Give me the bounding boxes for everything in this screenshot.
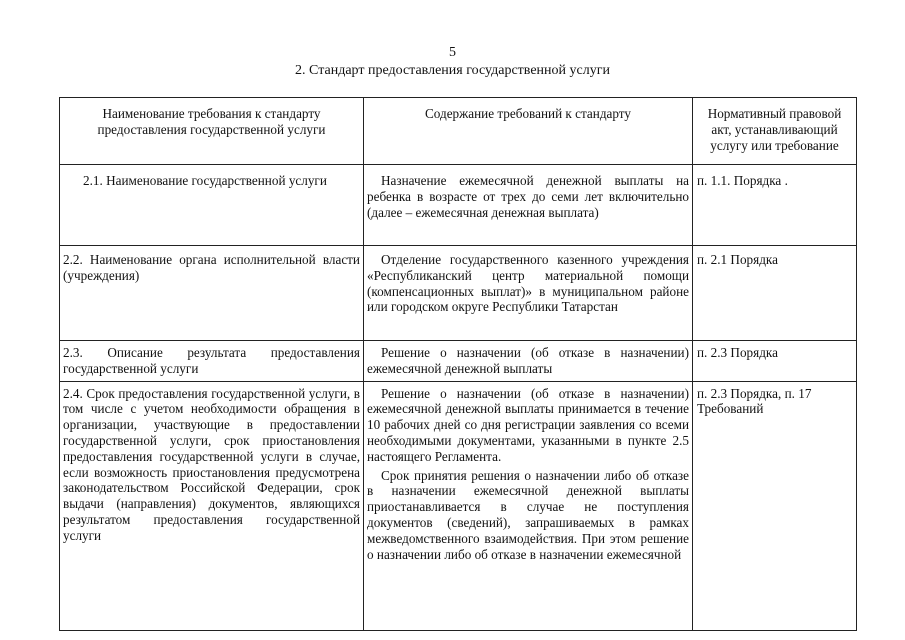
header-content: Содержание требований к стандарту: [364, 98, 693, 165]
content-paragraph: Решение о назначении (об отказе в назначении) ежемесячной денежной выплаты: [367, 345, 689, 376]
content-paragraph: Срок принятия решения о назначении либо об отказе в назначении ежемесячной денежной выплаты приостанавливается в случае не поступления документов (сведений), запрашиваемых в рамках межведомственного взаимодействия. При этом решение о назначении либо об отказе в назначении ежемесячной: [367, 467, 689, 562]
content-cell: [364, 165, 693, 246]
table-row: [60, 341, 857, 382]
table-row: [60, 381, 857, 630]
content-cell: [364, 381, 693, 630]
content-cell: [364, 341, 693, 382]
content-paragraph: Решение о назначении (об отказе в назначении) ежемесячной денежной выплаты принимается в течение 10 рабочих дней со дня регистрации заявления со всеми необходимыми документами, указанными в пункте 2.5 настоящего Регламента.: [367, 385, 689, 464]
requirement-cell: 2.2. Наименование органа исполнительной власти (учреждения): [60, 246, 364, 341]
content-paragraph: Отделение государственного казенного учреждения «Республиканский центр материальной помощи (компенсационных выплат)» в муниципальном районе или городском округе Республики Татарстан: [367, 252, 689, 315]
requirement-cell: 2.1. Наименование государственной услуги: [60, 165, 364, 246]
requirement-cell: 2.4. Срок предоставления государственной услуги, в том числе с учетом необходимости обращения в организации, участвующие в предоставлении государственной услуги, срок приостановления предоставления государственной услуги в случае, если возможность приостановления предусмотрена законодательством Российской Федерации, срок выдачи (направления) документов, являющихся результатом предоставления государственной услуги: [60, 381, 364, 630]
content-paragraph: Назначение ежемесячной денежной выплаты на ребенка в возрасте от трех до семи лет включительно (далее – ежемесячная денежная выплата): [367, 173, 689, 220]
legal-act-cell: п. 2.1 Порядка: [693, 246, 857, 341]
section-title: 2. Стандарт предоставления государственной услуги: [295, 63, 610, 78]
standard-table: [59, 97, 857, 631]
requirement-cell: 2.3. Описание результата предоставления государственной услуги: [60, 341, 364, 382]
header-legal-act: Нормативный правовой акт, устанавливающий услугу или требование: [693, 98, 857, 165]
legal-act-cell: п. 2.3 Порядка, п. 17 Требований: [693, 381, 857, 630]
table-row: [60, 246, 857, 341]
header-requirement: Наименование требования к стандарту предоставления государственной услуги: [60, 98, 364, 165]
legal-act-cell: п. 2.3 Порядка: [693, 341, 857, 382]
page-number: 5: [449, 45, 456, 60]
content-cell: [364, 246, 693, 341]
table-row: [60, 165, 857, 246]
legal-act-cell: п. 1.1. Порядка .: [693, 165, 857, 246]
table-header-row: [60, 98, 857, 165]
